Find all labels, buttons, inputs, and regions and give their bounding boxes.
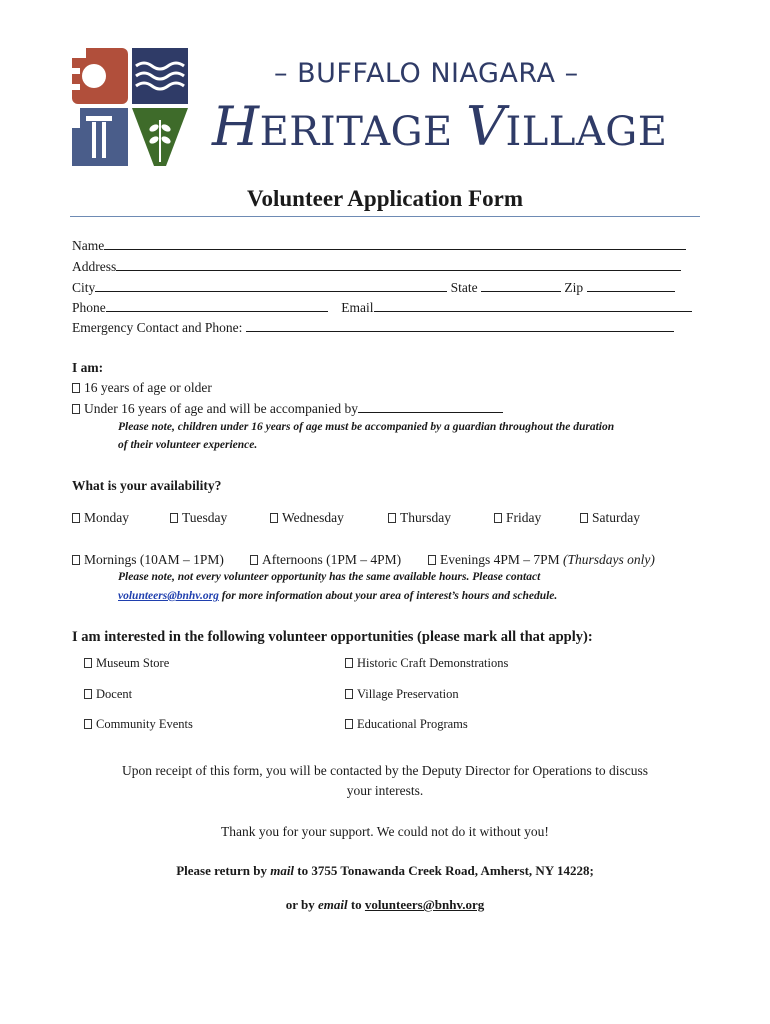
email-label: Email	[341, 300, 374, 315]
checkbox-museum-store[interactable]	[84, 658, 92, 668]
time-mornings-label: Mornings (10AM – 1PM)	[84, 552, 224, 567]
state-label: State	[450, 280, 478, 295]
logo-h-columns	[72, 108, 128, 166]
logo-org-top: – BUFFALO NIAGARA –	[274, 58, 579, 89]
email-input-line[interactable]	[374, 300, 692, 312]
logo-word-eritage: ERITAGE	[259, 109, 453, 155]
closing-line-2: your interests.	[346, 783, 424, 798]
emergency-input-line[interactable]	[246, 320, 674, 332]
checkbox-friday[interactable]	[494, 513, 502, 523]
return-by-mail	[0, 863, 770, 879]
day-friday-label: Friday	[506, 510, 542, 525]
return-mail-word: mail	[270, 863, 295, 878]
checkbox-village-preservation[interactable]	[345, 689, 353, 699]
checkbox-saturday[interactable]	[580, 513, 588, 523]
city-state-zip-field	[72, 280, 675, 296]
availability-note-line-2	[118, 590, 557, 602]
checkbox-thursday[interactable]	[388, 513, 396, 523]
checkbox-historic-craft[interactable]	[345, 658, 353, 668]
checkbox-evenings[interactable]	[428, 555, 436, 565]
name-label: Name	[72, 238, 105, 253]
interest-historic-craft-label: Historic Craft Demonstrations	[357, 656, 509, 670]
availability-note-line-1: Please note, not every volunteer opportunity has the same available hours. Please contact	[118, 571, 541, 583]
age-option-1-label: 16 years of age or older	[84, 380, 212, 395]
age-option-2-label: Under 16 years of age and will be accompanied by	[84, 401, 359, 416]
or-email-word: email	[317, 897, 348, 912]
interest-community-events[interactable]	[84, 717, 193, 732]
return-email-link[interactable]: volunteers@bnhv.org	[364, 897, 485, 912]
volunteers-email-link[interactable]: volunteers@bnhv.org	[118, 590, 219, 602]
age-note-line-1: Please note, children under 16 years of age must be accompanied by a guardian throughout the duration	[118, 421, 615, 433]
address-label: Address	[72, 259, 117, 274]
closing-line-1: Upon receipt of this form, you will be contacted by the Deputy Director for Operations to discuss	[122, 763, 648, 778]
emergency-label: Emergency Contact and Phone:	[72, 320, 243, 335]
interest-historic-craft[interactable]	[345, 656, 508, 671]
zip-input-line[interactable]	[587, 280, 675, 292]
time-evenings-note: (Thursdays only)	[563, 552, 655, 567]
logo-cap-v: V	[465, 95, 506, 158]
checkbox-community-events[interactable]	[84, 719, 92, 729]
day-saturday[interactable]	[580, 510, 640, 526]
day-monday-label: Monday	[84, 510, 129, 525]
interest-village-preservation-label: Village Preservation	[357, 687, 459, 701]
age-note-line-2: of their volunteer experience.	[118, 439, 258, 451]
day-tuesday-label: Tuesday	[182, 510, 228, 525]
phone-email-field	[72, 300, 692, 316]
guardian-input-line[interactable]	[358, 401, 503, 413]
day-thursday[interactable]	[388, 510, 451, 526]
day-monday[interactable]	[72, 510, 129, 526]
phone-label: Phone	[72, 300, 106, 315]
state-input-line[interactable]	[481, 280, 561, 292]
time-evenings[interactable]	[428, 552, 655, 568]
form-title: Volunteer Application Form	[246, 186, 523, 211]
day-saturday-label: Saturday	[592, 510, 640, 525]
time-afternoons[interactable]	[250, 552, 401, 568]
day-thursday-label: Thursday	[400, 510, 451, 525]
interest-community-events-label: Community Events	[96, 717, 193, 731]
logo-b-gear	[72, 48, 128, 104]
name-input-line[interactable]	[104, 238, 686, 250]
or-pre: or by	[285, 897, 318, 912]
day-friday[interactable]	[494, 510, 541, 526]
logo-n-waves	[132, 48, 188, 104]
interests-heading: I am interested in the following volunteer opportunities (please mark all that apply):	[72, 629, 593, 645]
day-wednesday[interactable]	[270, 510, 344, 526]
return-by-email	[0, 897, 770, 913]
or-to: to	[347, 897, 365, 912]
checkbox-16-plus[interactable]	[72, 383, 80, 393]
return-pre: Please return by	[176, 863, 271, 878]
interest-village-preservation[interactable]	[345, 687, 459, 702]
title-divider	[70, 216, 700, 217]
interest-museum-store[interactable]	[84, 656, 169, 671]
zip-label: Zip	[564, 280, 584, 295]
checkbox-monday[interactable]	[72, 513, 80, 523]
age-option-16-plus[interactable]	[72, 380, 212, 396]
bnhv-logo-mark	[70, 44, 192, 168]
time-mornings[interactable]	[72, 552, 224, 568]
interest-educational-programs-label: Educational Programs	[357, 717, 468, 731]
address-field	[72, 259, 681, 275]
checkbox-under-16[interactable]	[72, 404, 80, 414]
time-evenings-label: Evenings 4PM – 7PM	[440, 552, 560, 567]
name-field	[72, 238, 686, 254]
interest-educational-programs[interactable]	[345, 717, 468, 732]
thanks-text: Thank you for your support. We could not do it without you!	[221, 824, 549, 839]
day-tuesday[interactable]	[170, 510, 227, 526]
checkbox-docent[interactable]	[84, 689, 92, 699]
age-option-under-16[interactable]	[72, 401, 503, 417]
checkbox-afternoons[interactable]	[250, 555, 258, 565]
city-label: City	[72, 280, 96, 295]
checkbox-mornings[interactable]	[72, 555, 80, 565]
day-wednesday-label: Wednesday	[282, 510, 344, 525]
time-afternoons-label: Afternoons (1PM – 4PM)	[262, 552, 402, 567]
availability-heading: What is your availability?	[72, 478, 222, 493]
address-input-line[interactable]	[116, 259, 681, 271]
logo-cap-h: H	[212, 95, 260, 158]
phone-input-line[interactable]	[106, 300, 328, 312]
logo-org-bottom	[212, 95, 667, 158]
logo-v-wheat	[132, 108, 188, 166]
interest-museum-store-label: Museum Store	[96, 656, 170, 670]
checkbox-tuesday[interactable]	[170, 513, 178, 523]
age-heading: I am:	[72, 360, 104, 375]
availability-note-rest: for more information about your area of interest’s hours and schedule.	[218, 590, 558, 602]
interest-docent-label: Docent	[96, 687, 133, 701]
emergency-field	[72, 320, 674, 336]
checkbox-wednesday[interactable]	[270, 513, 278, 523]
city-input-line[interactable]	[95, 280, 447, 292]
checkbox-educational-programs[interactable]	[345, 719, 353, 729]
interest-docent[interactable]	[84, 687, 132, 702]
logo-word-illage: ILLAGE	[505, 109, 668, 155]
return-address: to 3755 Tonawanda Creek Road, Amherst, NY 14228;	[294, 863, 594, 878]
